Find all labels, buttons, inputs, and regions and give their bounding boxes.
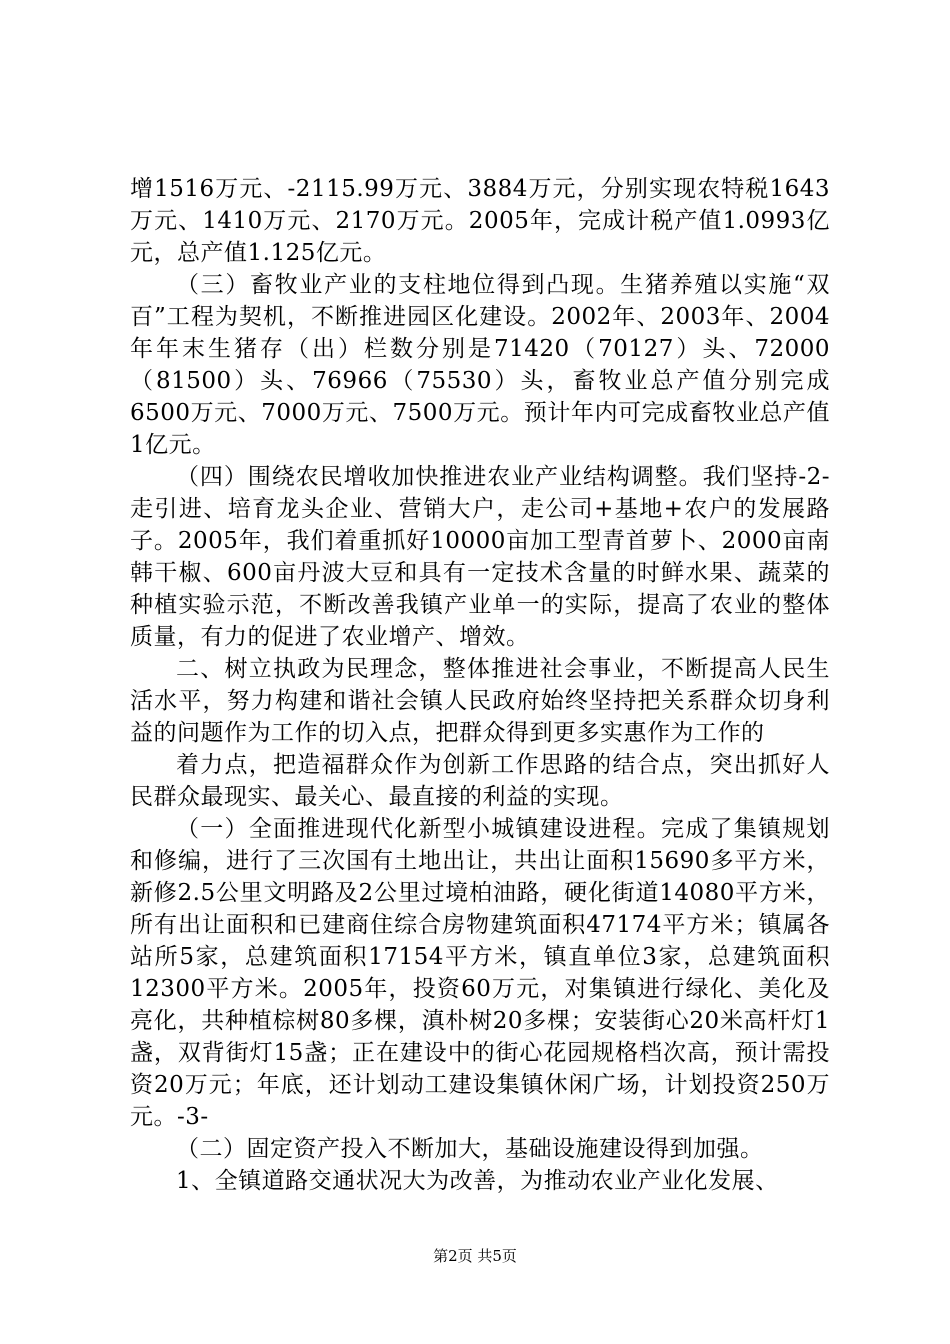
paragraph-3: （四）围绕农民增收加快推进农业产业结构调整。我们坚持-2-走引进、培育龙头企业、营销大户，走公司+基地+农户的发展路子。2005年，我们着重抓好10000亩加工型青首萝卜、2000亩南韩干椒、600亩丹波大豆和具有一定技术含量的时鲜水果、蔬菜的种植实验示范，不断改善我镇产业单一的实际，提高了农业的整体质量，有力的促进了农业增产、增效。: [130, 464, 830, 650]
paragraph-7: （二）固定资产投入不断加大，基础设施建设得到加强。: [176, 1136, 764, 1162]
paragraph-6: （一）全面推进现代化新型小城镇建设进程。完成了集镇规划和修编，进行了三次国有土地出让，共出让面积15690多平方米，新修2.5公里文明路及2公里过境柏油路，硬化街道14080平方米，所有出让面积和已建商住综合房物建筑面积47174平方米；镇属各站所5家，总建筑面积17154平方米，镇直单位3家，总建筑面积12300平方米。2005年，投资60万元，对集镇进行绿化、美化及亮化，共种植棕树80多棵，滇朴树20多棵；安装街心20米高杆灯1盏，双背街灯15盏；正在建设中的街心花园规格档次高，预计需投资20万元；年底，还计划动工建设集镇休闲广场，计划投资250万元。-3-: [130, 816, 830, 1130]
paragraph-1: 增1516万元、-2115.99万元、3884万元，分别实现农特税1643万元、1410万元、2170万元。2005年，完成计税产值1.0993亿元，总产值1.125亿元。: [130, 176, 830, 266]
paragraph-8: 1、全镇道路交通状况大为改善，为推动农业产业化发展、: [176, 1168, 779, 1194]
paragraph-4: 二、树立执政为民理念，整体推进社会事业，不断提高人民生活水平，努力构建和谐社会镇人民政府始终坚持把关系群众切身利益的问题作为工作的切入点，把群众得到更多实惠作为工作的: [130, 656, 830, 746]
paragraph-2: （三）畜牧业产业的支柱地位得到凸现。生猪养殖以实施“双百”工程为契机，不断推进园区化建设。2002年、2003年、2004年年末生猪存（出）栏数分别是71420（70127）头、72000（81500）头、76966（75530）头，畜牧业总产值分别完成6500万元、7000万元、7500万元。预计年内可完成畜牧业总产值1亿元。: [130, 272, 830, 458]
paragraph-5: 着力点，把造福群众作为创新工作思路的结合点，突出抓好人民群众最现实、最关心、最直接的利益的实现。: [130, 752, 830, 810]
page-number-footer: 第2页 共5页: [433, 1247, 517, 1265]
document-body: [130, 173, 830, 1197]
